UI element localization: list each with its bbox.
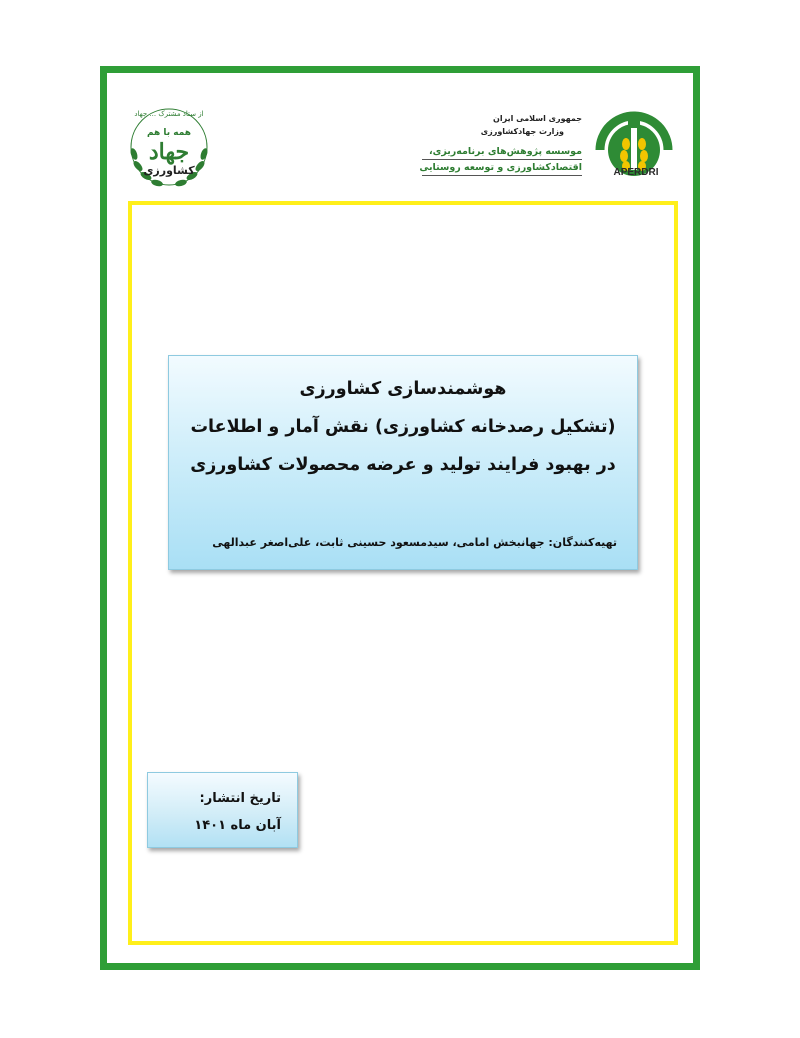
institute-line-2: اقتصادکشاورزی و توسعه روستایی	[422, 160, 582, 176]
title-line-1: هوشمندسازی کشاورزی	[299, 379, 507, 399]
title-line-2: (تشکیل رصدخانه کشاورزی) نقش آمار و اطلاعات	[190, 417, 616, 437]
jahad-slogan: همه با هم	[146, 128, 192, 138]
publication-date-value: آبان ماه ۱۴۰۱	[194, 818, 281, 833]
title-line-3: در بهبود فرایند تولید و عرضه محصولات کشاورزی	[190, 455, 616, 475]
aperdri-name: APERDRI	[613, 167, 659, 178]
title-box	[168, 355, 638, 570]
institute-line-1: موسسه پژوهش‌های برنامه‌ریزی،	[422, 144, 582, 160]
publication-date-label: تاریخ انتشار:	[199, 791, 281, 806]
gov-line-1: جمهوری اسلامی ایران	[493, 114, 582, 123]
institute-header	[419, 112, 582, 176]
publication-date-box	[147, 772, 298, 848]
authors: تهیه‌کنندگان: جهانبخش امامی، سیدمسعود حسینی ثابت، علی‌اصغر عبدالهی	[212, 536, 617, 549]
gov-line-2: وزارت جهادکشاورزی	[480, 127, 564, 136]
jahad-main-word: جهاد	[148, 139, 190, 165]
jahad-logo-top-text: از ستاد مشترک ... جهاد	[134, 110, 204, 118]
jahad-logo-text	[126, 126, 212, 178]
jahad-sub-word: کشاورزی	[143, 164, 195, 177]
